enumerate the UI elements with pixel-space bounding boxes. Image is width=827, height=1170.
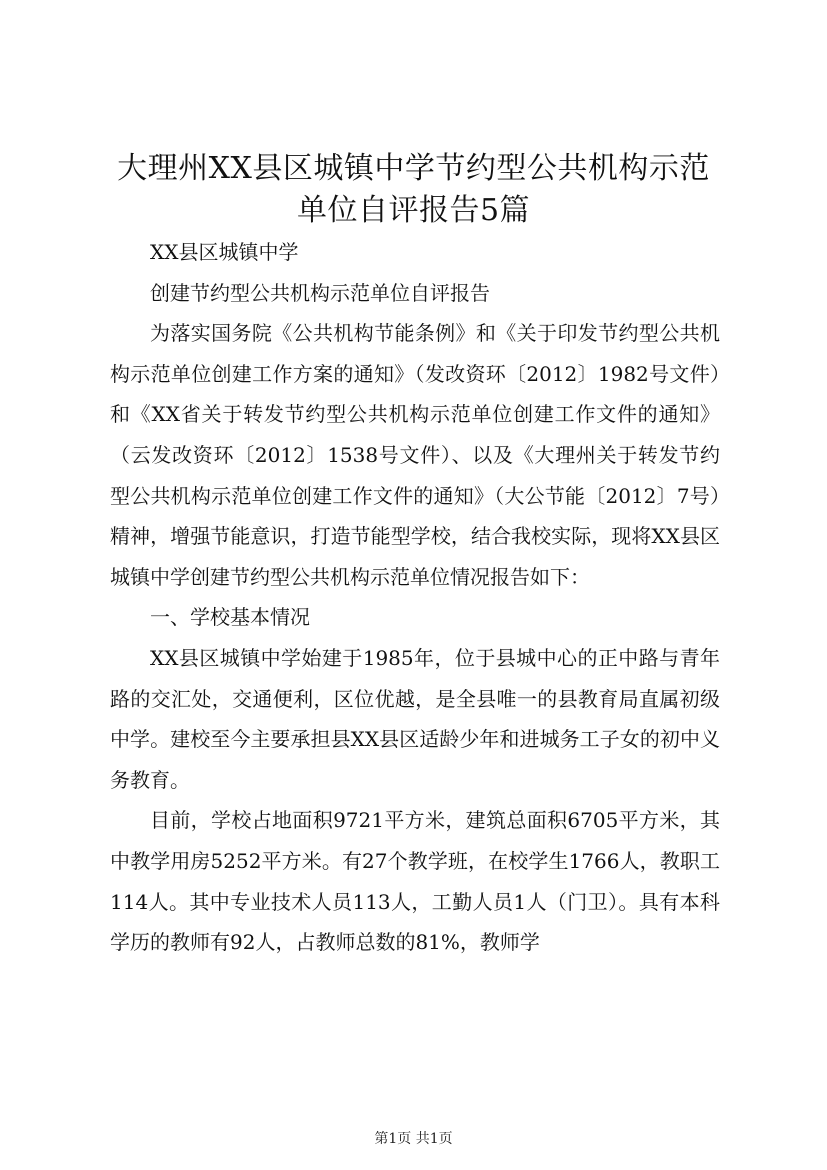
page-footer: 第1页 共1页 <box>374 1131 453 1147</box>
report-subtitle-paragraph: 创建节约型公共机构示范单位自评报告 <box>150 280 490 305</box>
intro-paragraph: 为落实国务院《公共机构节能条例》和《关于印发节约型公共机构示范单位创建工作方案的通知》（发改资环〔2012〕1982号文件）和《XX省关于转发节约型公共机构示范单位创建工作文件的通知》（云发改资环〔2012〕1538号文件）、以及《大理州关于转发节约型公共机构示范单位创建工作文件的通知》（大公节能〔2012〕7号）精神，增强节能意识，打造节能型学校，结合我校实际，现将XX县区城镇中学创建节约型公共机构示范单位情况报告如下： <box>110 321 720 589</box>
history-paragraph: XX县区城镇中学始建于1985年，位于县城中心的正中路与青年路的交汇处，交通便利，区位优越，是全县唯一的县教育局直属初级中学。建校至今主要承担县XX县区适龄少年和进城务工子女的初中义务教育。 <box>110 645 720 792</box>
title-line-2: 单位自评报告5篇 <box>296 193 531 228</box>
document-body <box>110 232 720 963</box>
facilities-paragraph: 目前，学校占地面积9721平方米，建筑总面积6705平方米，其中教学用房5252平方米。有27个教学班，在校学生1766人，教职工114人。其中专业技术人员113人，工勤人员1人（门卫）。具有本科学历的教师有92人，占教师总数的81%，教师学 <box>110 808 720 955</box>
title-line-1: 大理州XX县区城镇中学节约型公共机构示范 <box>117 151 710 186</box>
section-heading: 一、学校基本情况 <box>150 605 310 630</box>
document-title <box>0 148 827 232</box>
school-name-paragraph: XX县区城镇中学 <box>150 240 299 264</box>
